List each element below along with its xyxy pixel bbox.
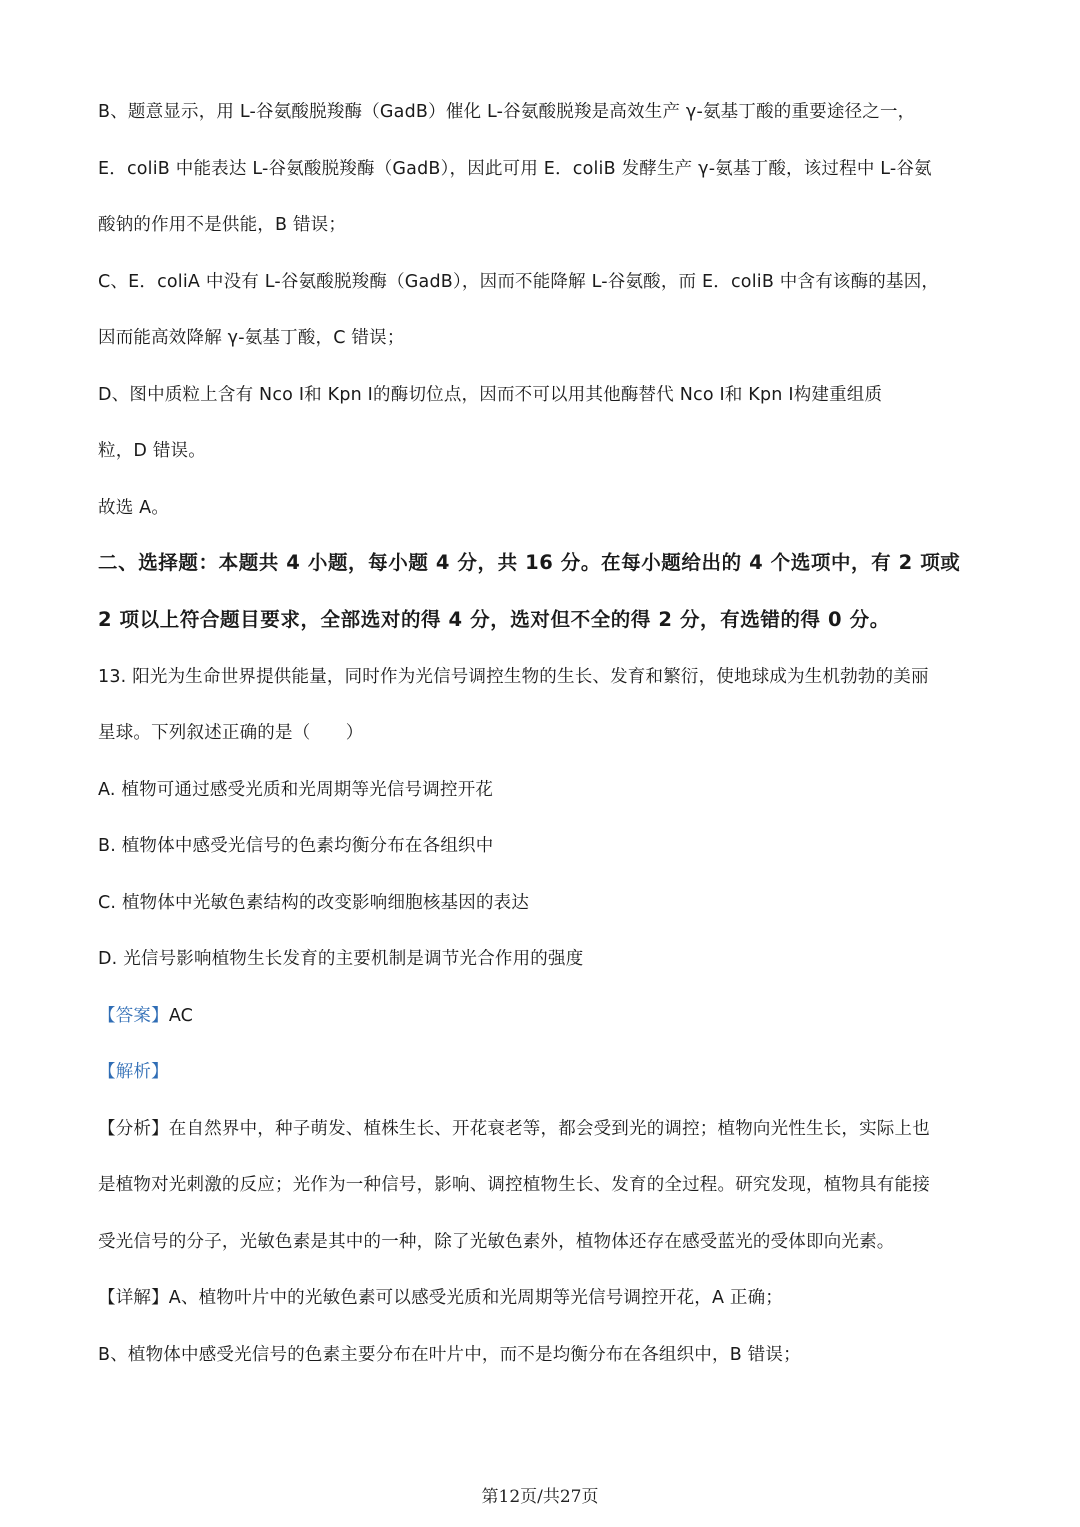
analysis-line: 受光信号的分子，光敏色素是其中的一种，除了光敏色素外，植物体还存在感受蓝光的受体即向光素。 [98,1232,895,1252]
question-stem: 星球。下列叙述正确的是（ ） [98,723,364,743]
analysis-tag: 【解析】 [98,1062,169,1082]
paragraph-line: 故选 A。 [98,498,170,518]
option-d: D. 光信号影响植物生长发育的主要机制是调节光合作用的强度 [98,949,584,969]
question-stem: 13. 阳光为生命世界提供能量，同时作为光信号调控生物的生长、发育和繁衍，使地球成为生机勃勃的美丽 [98,667,929,687]
paragraph-line: 酸钠的作用不是供能，B 错误； [98,215,347,235]
paragraph-line: B、题意显示，用 L-谷氨酸脱羧酶（GadB）催化 L-谷氨酸脱羧是高效生产 γ-氨基丁酸的重要途径之一， [98,102,916,122]
paragraph-line: 粒，D 错误。 [98,441,206,461]
option-a: A. 植物可通过感受光质和光周期等光信号调控开花 [98,780,494,800]
option-b: B. 植物体中感受光信号的色素均衡分布在各组织中 [98,836,494,856]
section-heading: 2 项以上符合题目要求，全部选对的得 4 分，选对但不全的得 2 分，有选错的得 0 分。 [98,608,890,631]
answer-tag: 【答案】 [98,1006,169,1026]
option-c: C. 植物体中光敏色素结构的改变影响细胞核基因的表达 [98,893,530,913]
section-heading: 二、选择题：本题共 4 小题，每小题 4 分，共 16 分。在每小题给出的 4 个选项中，有 2 项或 [98,551,961,574]
analysis-line: 【分析】在自然界中，种子萌发、植株生长、开花衰老等，都会受到光的调控；植物向光性生长，实际上也 [98,1119,930,1139]
detail-line: 【详解】A、植物叶片中的光敏色素可以感受光质和光周期等光信号调控开花，A 正确； [98,1288,784,1308]
detail-line: B、植物体中感受光信号的色素主要分布在叶片中，而不是均衡分布在各组织中，B 错误； [98,1345,801,1365]
page-number: 第12页/共27页 [481,1487,599,1507]
paragraph-line: D、图中质粒上含有 Nco Ⅰ和 Kpn Ⅰ的酶切位点，因而不可以用其他酶替代 Nco Ⅰ和 Kpn Ⅰ构建重组质 [98,385,883,405]
paragraph-line: C、E．coliA 中没有 L-谷氨酸脱羧酶（GadB），因而不能降解 L-谷氨酸，而 E．coliB 中含有该酶的基因， [98,272,940,292]
answer-value: AC [168,1006,194,1026]
paragraph-line: 因而能高效降解 γ-氨基丁酸，C 错误； [98,328,405,348]
paragraph-line: E．coliB 中能表达 L-谷氨酸脱羧酶（GadB），因此可用 E．coliB 发酵生产 γ-氨基丁酸，该过程中 L-谷氨 [98,159,932,179]
analysis-line: 是植物对光刺激的反应；光作为一种信号，影响、调控植物生长、发育的全过程。研究发现，植物具有能接 [98,1175,930,1195]
answer-line [98,1003,984,1029]
